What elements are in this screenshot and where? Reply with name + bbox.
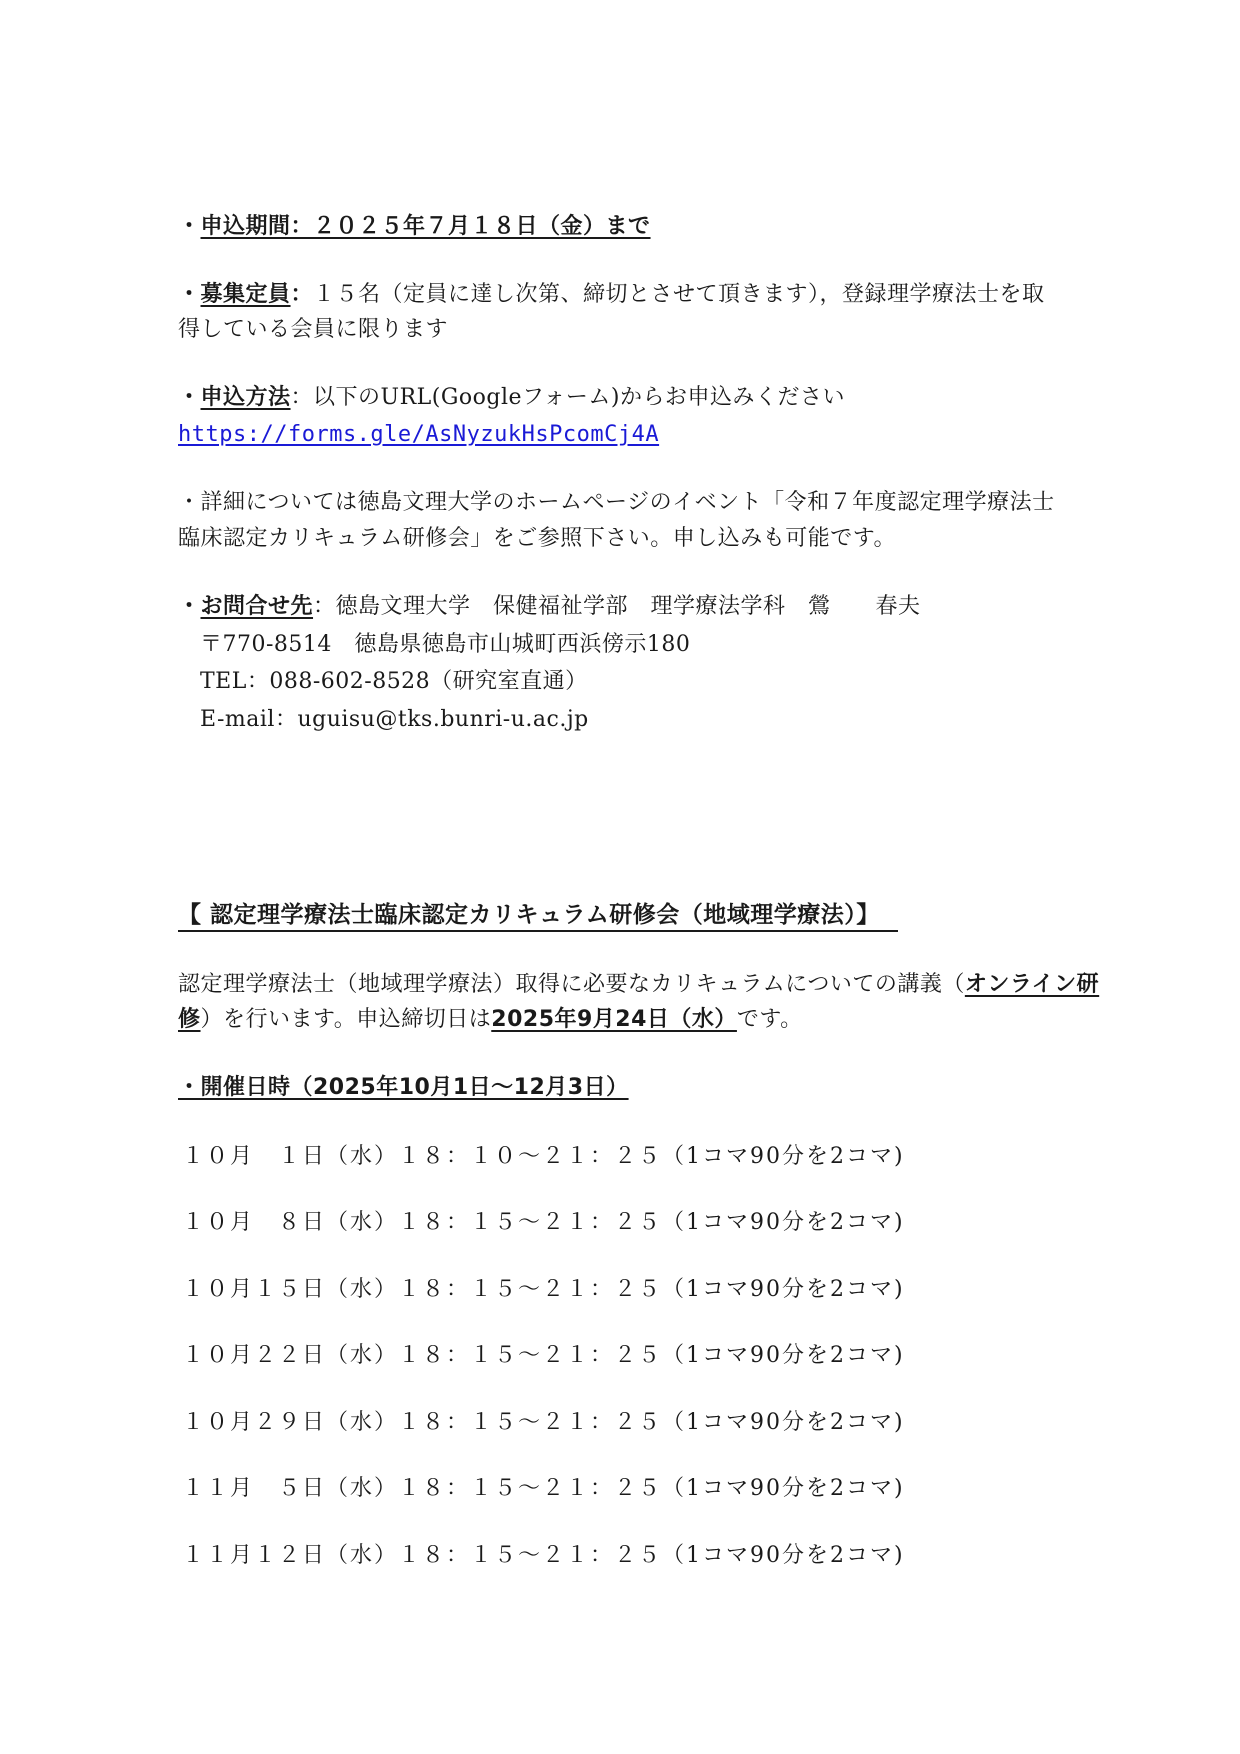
- details-line-1: ・詳細については徳島文理大学のホームページのイベント「令和７年度認定理学療法士: [178, 490, 1055, 515]
- intro-text-a: 認定理学療法士（地域理学療法）取得に必要なカリキュラムについての講義（: [178, 972, 965, 997]
- form-link-line: [178, 420, 659, 450]
- schedule-row: １０月１５日（水）１８：１５～２１：２５（1コマ90分を2コマ): [182, 1277, 905, 1302]
- schedule-row: １０月 １日（水）１８：１０～２１：２５（1コマ90分を2コマ): [182, 1144, 905, 1169]
- schedule-row: １１月１２日（水）１８：１５～２１：２５（1コマ90分を2コマ): [182, 1543, 905, 1568]
- intro-text-b: ）を行います。申込締切日は: [200, 1007, 492, 1032]
- intro-deadline: 2025年9月24日（水）: [491, 1007, 737, 1032]
- schedule-row: １０月２２日（水）１８：１５～２１：２５（1コマ90分を2コマ): [182, 1343, 905, 1368]
- capacity-text: １５名（定員に達し次第、締切とさせて頂きます），登録理学療法士を取: [313, 282, 1045, 307]
- application-method-text: ：以下のURL(Googleフォーム)からお申込みください: [290, 385, 846, 410]
- dates-heading: ・開催日時（2025年10月1日～12月3日）: [178, 1075, 629, 1100]
- contact-label: お問合せ先: [200, 594, 314, 619]
- bullet: ・: [178, 594, 201, 619]
- schedule-row: １１月 ５日（水）１８：１５～２１：２５（1コマ90分を2コマ): [182, 1476, 905, 1501]
- application-method-label: 申込方法: [200, 385, 291, 410]
- bullet: ・: [178, 214, 201, 239]
- course-intro-line-2: [178, 1005, 803, 1035]
- capacity-line-2: 得している会員に限ります: [178, 317, 449, 342]
- capacity-colon: ：: [290, 282, 314, 307]
- application-period-text: 申込期間：２０２５年７月１８日（金）まで: [200, 214, 651, 239]
- capacity-label: 募集定員: [200, 282, 291, 307]
- details-line-2: 臨床認定カリキュラム研修会」をご参照下さい。申し込みも可能です。: [178, 526, 897, 551]
- contact-text: ：徳島文理大学 保健福祉学部 理学療法学科 鶯 春夫: [313, 594, 921, 619]
- bullet: ・: [178, 282, 201, 307]
- application-method: [178, 383, 845, 413]
- course-intro-line-1: [178, 970, 1099, 1000]
- course-heading: 【 認定理学療法士臨床認定カリキュラム研修会（地域理学療法）】: [178, 902, 898, 932]
- intro-online-2: 修: [178, 1007, 201, 1032]
- contact-tel: TEL：088-602-8528（研究室直通）: [200, 669, 588, 694]
- intro-text-c: です。: [736, 1007, 803, 1032]
- google-form-link[interactable]: https://forms.gle/AsNyzukHsPcomCj4A: [178, 422, 660, 447]
- dates-heading-wrap: [178, 1073, 629, 1103]
- contact-address: 〒770-8514 徳島県徳島市山城町西浜傍示180: [200, 632, 691, 657]
- contact-email: E-mail：uguisu@tks.bunri-u.ac.jp: [200, 707, 589, 732]
- application-period: [178, 212, 651, 242]
- contact-line: [178, 592, 921, 622]
- intro-online-1: オンライン研: [964, 972, 1100, 997]
- bullet: ・: [178, 385, 201, 410]
- capacity-line-1: [178, 280, 1045, 310]
- course-heading-wrap: [178, 900, 898, 931]
- schedule-row: １０月 ８日（水）１８：１５～２１：２５（1コマ90分を2コマ): [182, 1210, 905, 1235]
- schedule-row: １０月２９日（水）１８：１５～２１：２５（1コマ90分を2コマ): [182, 1410, 905, 1435]
